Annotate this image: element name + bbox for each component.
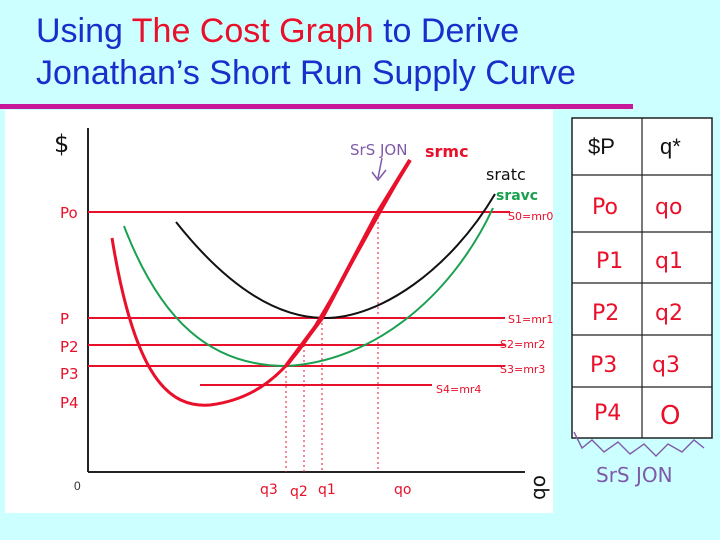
table-cell-p2: P2 <box>592 301 620 326</box>
y-axis-label: $ <box>54 130 70 158</box>
table-header-quantity: q* <box>660 134 681 159</box>
supply-schedule-table <box>572 118 712 487</box>
title-text-end: to Derive <box>373 12 520 50</box>
price-label-p3: P3 <box>60 365 79 383</box>
title-text: Using <box>36 12 132 50</box>
sravc-label: sravc <box>496 188 539 204</box>
price-label-p0: Po <box>60 204 78 222</box>
title-highlight: The Cost Graph <box>131 12 374 50</box>
srs-label: SrS JON <box>350 141 408 159</box>
origin-label: 0 <box>74 479 81 493</box>
table-cell-p3: P3 <box>590 353 618 378</box>
mr-label-s4: S4=mr4 <box>436 383 482 396</box>
mr-label-s2: S2=mr2 <box>500 338 546 351</box>
srmc-label: srmc <box>425 142 469 161</box>
quantity-label-q2: q2 <box>290 484 308 500</box>
price-label-p1: P <box>60 310 70 328</box>
title-line-2: Jonathan’s Short Run Supply Curve <box>36 54 576 92</box>
mr-label-s3: S3=mr3 <box>500 363 546 376</box>
table-cell-p4: P4 <box>594 401 622 426</box>
x-axis-label: qo <box>526 475 550 500</box>
mr-label-s0: S0=mr0 <box>508 210 554 223</box>
table-cell-q0: qo <box>655 195 683 220</box>
table-cell-p1: P1 <box>596 249 624 274</box>
mr-label-s1: S1=mr1 <box>508 313 554 326</box>
table-cell-q3: q3 <box>652 353 680 378</box>
quantity-label-q3: q3 <box>260 482 278 498</box>
table-cell-q4: O <box>660 401 681 431</box>
price-label-p2: P2 <box>60 338 79 356</box>
table-srs-label: SrS JON <box>596 463 673 487</box>
quantity-label-q0: qo <box>394 482 412 498</box>
table-cell-p0: Po <box>592 195 618 220</box>
price-label-p4: P4 <box>60 394 79 412</box>
table-cell-q1: q1 <box>655 249 683 274</box>
quantity-label-q1: q1 <box>318 482 336 498</box>
sratc-label: sratc <box>486 165 526 184</box>
table-cell-q2: q2 <box>655 301 683 326</box>
table-header-price: $P <box>588 134 615 159</box>
